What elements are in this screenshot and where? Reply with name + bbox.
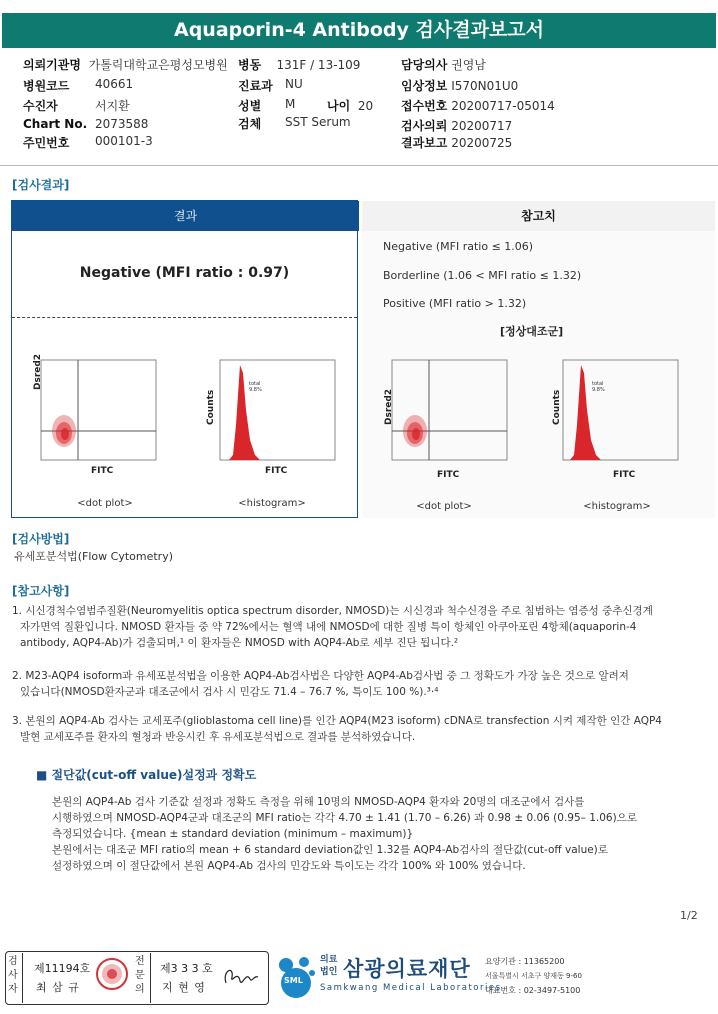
reference-negative: Negative (MFI ratio ≤ 1.06): [383, 240, 534, 253]
patient-hist-ylabel: Counts: [206, 389, 216, 425]
patient-histogram: [215, 355, 340, 465]
sml-logo-text: SML: [284, 976, 303, 985]
specialist-signature-icon: [220, 961, 260, 991]
tester-seal-icon: [95, 957, 129, 991]
footer: [0, 943, 718, 1014]
foundation-name: 삼광의료재단: [343, 957, 471, 981]
control-dot-ylabel: Dsred2: [384, 388, 394, 425]
note-1-line-3: antibody, AQP4-Ab)가 검출되며,¹ 이 환자들은 NMOSD with AQP4-Ab로 세부 진단 됩니다.²: [20, 637, 459, 649]
institution-label: 의뢰기관명: [23, 58, 81, 72]
sig-divider-2: [150, 953, 151, 1003]
cutoff-title: ■ 절단값(cut-off value)설정과 정확도: [36, 768, 257, 782]
control-hist-caption: <histogram>: [583, 501, 651, 512]
age-value: 20: [357, 99, 374, 113]
reference-header: 참고치: [362, 201, 715, 231]
control-dot-xlabel: FITC: [437, 470, 460, 480]
foundation-english: Samkwang Medical Laboratories: [320, 983, 502, 993]
cutoff-line-1: 본원의 AQP4-Ab 검사 기준값 설정과 정확도 측정을 위해 10명의 NMOSD-AQP4 환자와 20명의 대조군에서 검사를: [52, 796, 585, 808]
dept-value: NU: [285, 77, 303, 91]
page-number: 1/2: [680, 909, 698, 922]
control-dot-caption: <dot plot>: [416, 501, 472, 512]
doctor-label: 담당의사: [401, 58, 448, 72]
notes-section-title: [참고사항]: [12, 584, 70, 598]
normal-control-label: [정상대조군]: [500, 325, 564, 338]
patient-dot-xlabel: FITC: [91, 466, 114, 476]
patient-value: 서지환: [95, 99, 130, 113]
receipt-value: 20200717-05014: [451, 99, 555, 113]
chart-no-value: 2073588: [95, 117, 149, 131]
receipt-label: 접수번호: [401, 99, 448, 113]
sex-value: M: [285, 97, 296, 111]
report-date-value: 20200725: [451, 136, 513, 150]
reference-positive: Positive (MFI ratio > 1.32): [383, 297, 527, 310]
doctor-value: 권영남: [451, 58, 486, 72]
note-1-line-2: 자가면역 질환입니다. NMOSD 환자들 중 약 72%에서는 혈액 내에 NMOSD에 대한 질병 특이 항체인 아쿠아포린 4항체(aquaporin-4: [20, 621, 637, 633]
dept-label: 진료과: [238, 79, 273, 93]
svg-text:9.8%: 9.8%: [249, 387, 262, 393]
patient-dot-ylabel: Dsred2: [33, 353, 43, 390]
cutoff-line-3: 측정되었습니다. {mean ± standard deviation (minimum – maximum)}: [52, 828, 414, 840]
control-dot-cluster: [403, 415, 427, 447]
hospital-code-value: 40661: [95, 77, 134, 91]
sex-label: 성별: [238, 99, 262, 113]
cutoff-line-2: 시행하였으며 NMOSD-AQP4군과 대조군의 MFI ratio는 각각 4.70 ± 1.41 (1.70 – 6.26) 과 0.98 ± 0.06 (0.95– 1.06)으로: [52, 812, 637, 824]
tester-role: 검사자: [8, 956, 18, 995]
clinical-info-value: I570N01U0: [451, 79, 519, 93]
chart-no-label: Chart No.: [23, 117, 88, 131]
specimen-label: 검체: [238, 117, 262, 131]
specialist-license: 제3 3 3 호: [160, 962, 213, 975]
note-2-line-1: 2. M23-AQP4 isoform과 유세포분석법을 이용한 AQP4-Ab검사법은 다양한 AQP4-Ab검사법 중 그 정확도가 가장 높은 것으로 알려져: [12, 670, 629, 682]
result-value: Negative (MFI ratio : 0.97): [79, 265, 290, 281]
method-section-title: [검사방법]: [12, 532, 70, 546]
cutoff-line-4: 본원에서는 대조군 MFI ratio의 mean + 6 standard deviation값인 1.32를 AQP4-Ab검사의 절단값(cut-off value)로: [52, 844, 608, 856]
institution-value: 가톨릭대학교은평성모병원: [88, 58, 228, 72]
patient-label: 수진자: [23, 99, 58, 113]
reference-borderline: Borderline (1.06 < MFI ratio ≤ 1.32): [383, 269, 582, 282]
note-2-line-2: 있습니다(NMOSD환자군과 대조군에서 검사 시 민감도 71.4 – 76.7 %, 특이도 100 %).³·⁴: [20, 686, 439, 698]
method-text: 유세포분석법(Flow Cytometry): [14, 550, 174, 563]
patient-dot-plot: [36, 355, 161, 465]
corp-small-1: 의료: [320, 955, 338, 965]
phone: 대표번호 : 02-3497-5100: [485, 986, 581, 995]
ward-value: 131F / 13-109: [276, 58, 361, 72]
institution-row: [23, 56, 228, 73]
ward-label: 병동: [238, 58, 262, 72]
id-label: 주민번호: [23, 136, 70, 150]
patient-hist-xlabel: FITC: [265, 466, 288, 476]
patient-dot-cluster: [52, 415, 76, 447]
control-hist-xlabel: FITC: [613, 470, 636, 480]
result-header: 결과: [12, 201, 359, 231]
svg-text:total: total: [249, 381, 261, 387]
id-value: 000101-3: [95, 134, 153, 148]
note-1-line-1: 1. 시신경척수염범주질환(Neuromyelitis optica spectrum disorder, NMOSD)는 시신경과 척수신경을 주로 침범하는 염증성 중추신경계: [12, 605, 653, 617]
specimen-value: SST Serum: [285, 115, 351, 129]
hospital-code-label: 병원코드: [23, 79, 70, 93]
svg-text:9.8%: 9.8%: [592, 387, 605, 393]
tester-license: 제11194호: [34, 962, 91, 975]
patient-hist-caption: <histogram>: [238, 498, 306, 509]
request-date-value: 20200717: [451, 119, 513, 133]
header-divider: [0, 165, 718, 166]
corp-small-2: 법인: [320, 967, 338, 977]
note-3-line-2: 발현 교세포주를 환자의 혈청과 반응시킨 후 유세포분석법으로 결과를 분석하였습니다.: [20, 731, 416, 743]
result-divider: [12, 317, 357, 318]
sig-divider-1: [22, 953, 23, 1003]
age-label: 나이: [327, 99, 351, 113]
address: 서울특별시 서초구 양재동 9-60: [485, 972, 582, 980]
clinical-info-label: 임상정보: [401, 79, 448, 93]
request-date-label: 검사의뢰: [401, 119, 448, 133]
control-hist-ylabel: Counts: [552, 389, 562, 425]
report-title: Aquaporin-4 Antibody 검사결과보고서: [2, 13, 716, 48]
control-histogram: [558, 355, 683, 465]
patient-dot-caption: <dot plot>: [77, 498, 133, 509]
cutoff-line-5: 설정하였으며 이 절단값에서 본원 AQP4-Ab 검사의 민감도와 특이도는 각각 100% 와 100% 였습니다.: [52, 860, 526, 872]
specialist-role: 전문의: [135, 956, 145, 995]
tester-name: 최 삼 규: [36, 981, 80, 994]
svg-text:total: total: [592, 381, 604, 387]
control-dot-plot: [387, 355, 512, 465]
specialist-name: 지 현 영: [162, 981, 206, 994]
report-date-label: 결과보고: [401, 136, 448, 150]
org-code: 요양기관 : 11365200: [485, 957, 565, 966]
note-3-line-1: 3. 본원의 AQP4-Ab 검사는 교세포주(glioblastoma cell line)를 인간 AQP4(M23 isoform) cDNA로 transfection 시켜 제작한 인간 AQP4: [12, 715, 662, 727]
results-section-title: [검사결과]: [12, 178, 70, 192]
